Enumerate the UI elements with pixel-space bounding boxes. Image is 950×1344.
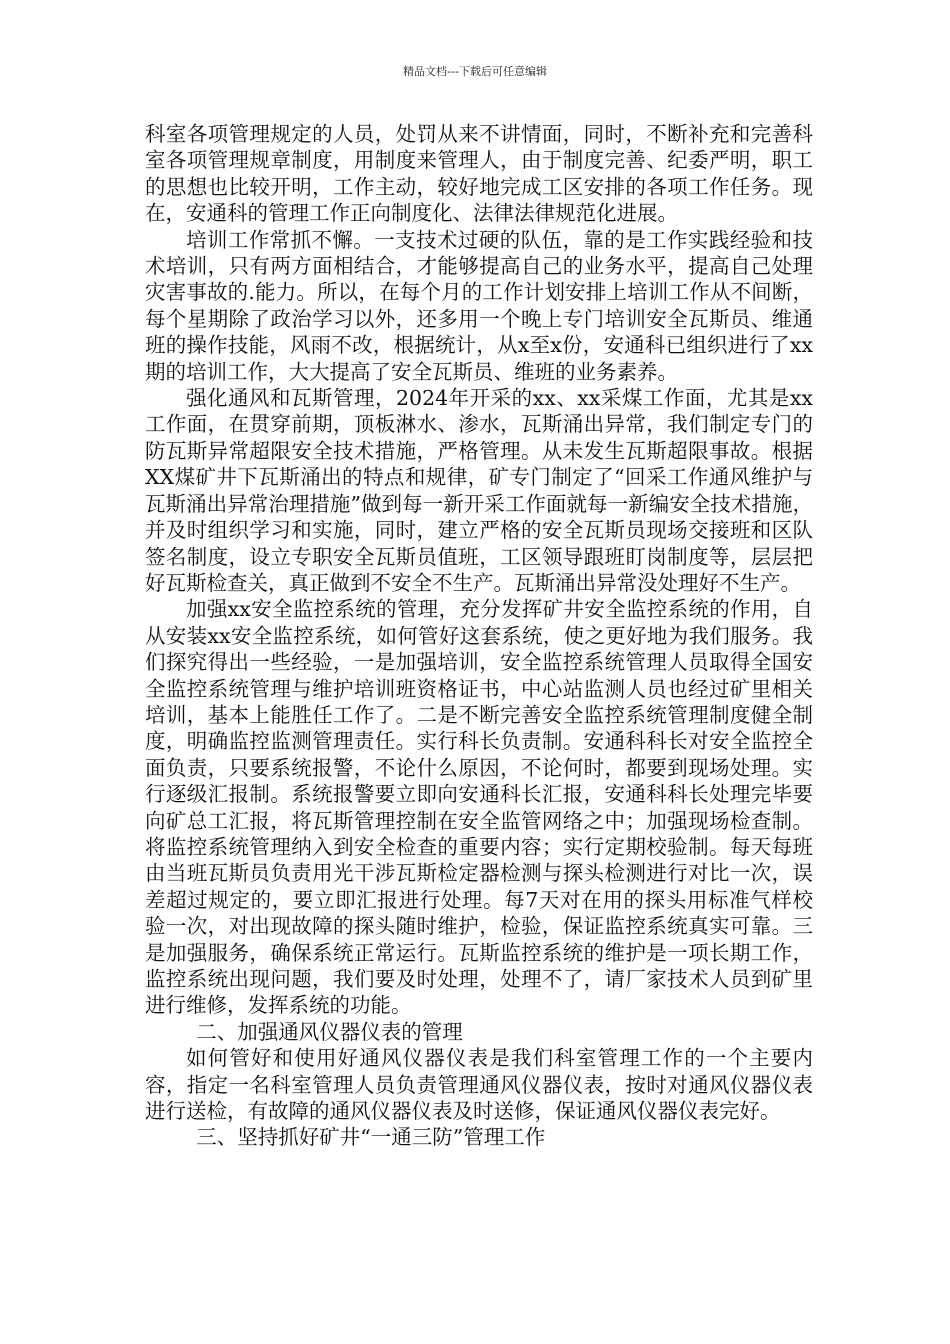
paragraph-monitoring-system: 加强xx安全监控系统的管理，充分发挥矿井安全监控系统的作用，自从安装xx安全监控系统，如何管好这套系统，使之更好地为我们服务。我们探究得出一些经验，一是加强培训，安全监控系统管理人员取得全国安全监控系统管理与维护培训班资格证书，中心站监测人员也经过矿里相关培训，基本上能胜任工作了。二是不断完善安全监控系统管理制度健全制度，明确监控监测管理责任。实行科长负责制。安通科科长对安全监控全面负责，只要系统报警，不论什么原因，不论何时，都要到现场处理。实行逐级汇报制。系统报警要立即向安通科长汇报，安通科科长处理完毕要向矿总工汇报，将瓦斯管理控制在安全监管网络之中；加强现场检查制。将监控系统管理纳入到安全检查的重要内容；实行定期校验制。每天每班由当班瓦斯员负责用光干涉瓦斯检定器检测与探头检测进行对比一次，误差超过规定的，要立即汇报进行处理。每7天对在用的探头用标准气样校验一次，对出现故障的探头随时维护，检验，保证监控系统真实可靠。三是加强服务，确保系统正常运行。瓦斯监控系统的维护是一项长期工作，监控系统出现问题，我们要及时处理，处理不了，请厂家技术人员到矿里进行维修，发挥系统的功能。	[145, 597, 813, 1018]
section-heading-one-ventilation-three-prevention: 三、坚持抓好矿井“一通三防”管理工作	[196, 1125, 546, 1150]
document-body	[145, 121, 813, 1151]
page-header: 精品文档---下载后可任意编辑	[403, 65, 547, 78]
paragraph-training: 培训工作常抓不懈。一支技术过硬的队伍，靠的是工作实践经验和技术培训，只有两方面相结合，才能够提高自己的业务水平，提高自己处理灾害事故的.能力。所以，在每个月的工作计划安排上培训工作从不间断，每个星期除了政治学习以外，还多用一个晚上专门培训安全瓦斯员、维通班的操作技能，风雨不改，根据统计，从x至x份，安通科已组织进行了xx期的培训工作，大大提高了安全瓦斯员、维班的业务素养。	[145, 227, 813, 384]
paragraph-instruments: 如何管好和使用好通风仪器仪表是我们科室管理工作的一个主要内容，指定一名科室管理人员负责管理通风仪器仪表，按时对通风仪器仪表进行送检，有故障的通风仪器仪表及时送修，保证通风仪器仪表完好。	[145, 1046, 813, 1124]
paragraph-management-rules: 科室各项管理规定的人员，处罚从来不讲情面，同时，不断补充和完善科室各项管理规章制度，用制度来管理人，由于制度完善、纪委严明，职工的思想也比较开明，工作主动，较好地完成工区安排的各项工作任务。现在，安通科的管理工作正向制度化、法律法律规范化进展。	[145, 122, 813, 226]
paragraph-ventilation-gas: 强化通风和瓦斯管理，2024年开采的xx、xx采煤工作面，尤其是xx工作面，在贯穿前期，顶板淋水、渗水，瓦斯涌出异常，我们制定专门的防瓦斯异常超限安全技术措施，严格管理。从未发生瓦斯超限事故。根据XX煤矿井下瓦斯涌出的特点和规律，矿专门制定了“回采工作通风维护与瓦斯涌出异常治理措施”做到每一新开采工作面就每一新编安全技术措施，并及时组织学习和实施，同时，建立严格的安全瓦斯员现场交接班和区队签名制度，设立专职安全瓦斯员值班，工区领导跟班盯岗制度等，层层把好瓦斯检查关，真正做到不安全不生产。瓦斯涌出异常没处理好不生产。	[145, 386, 813, 595]
section-heading-instruments: 二、加强通风仪器仪表的管理	[196, 1019, 463, 1044]
